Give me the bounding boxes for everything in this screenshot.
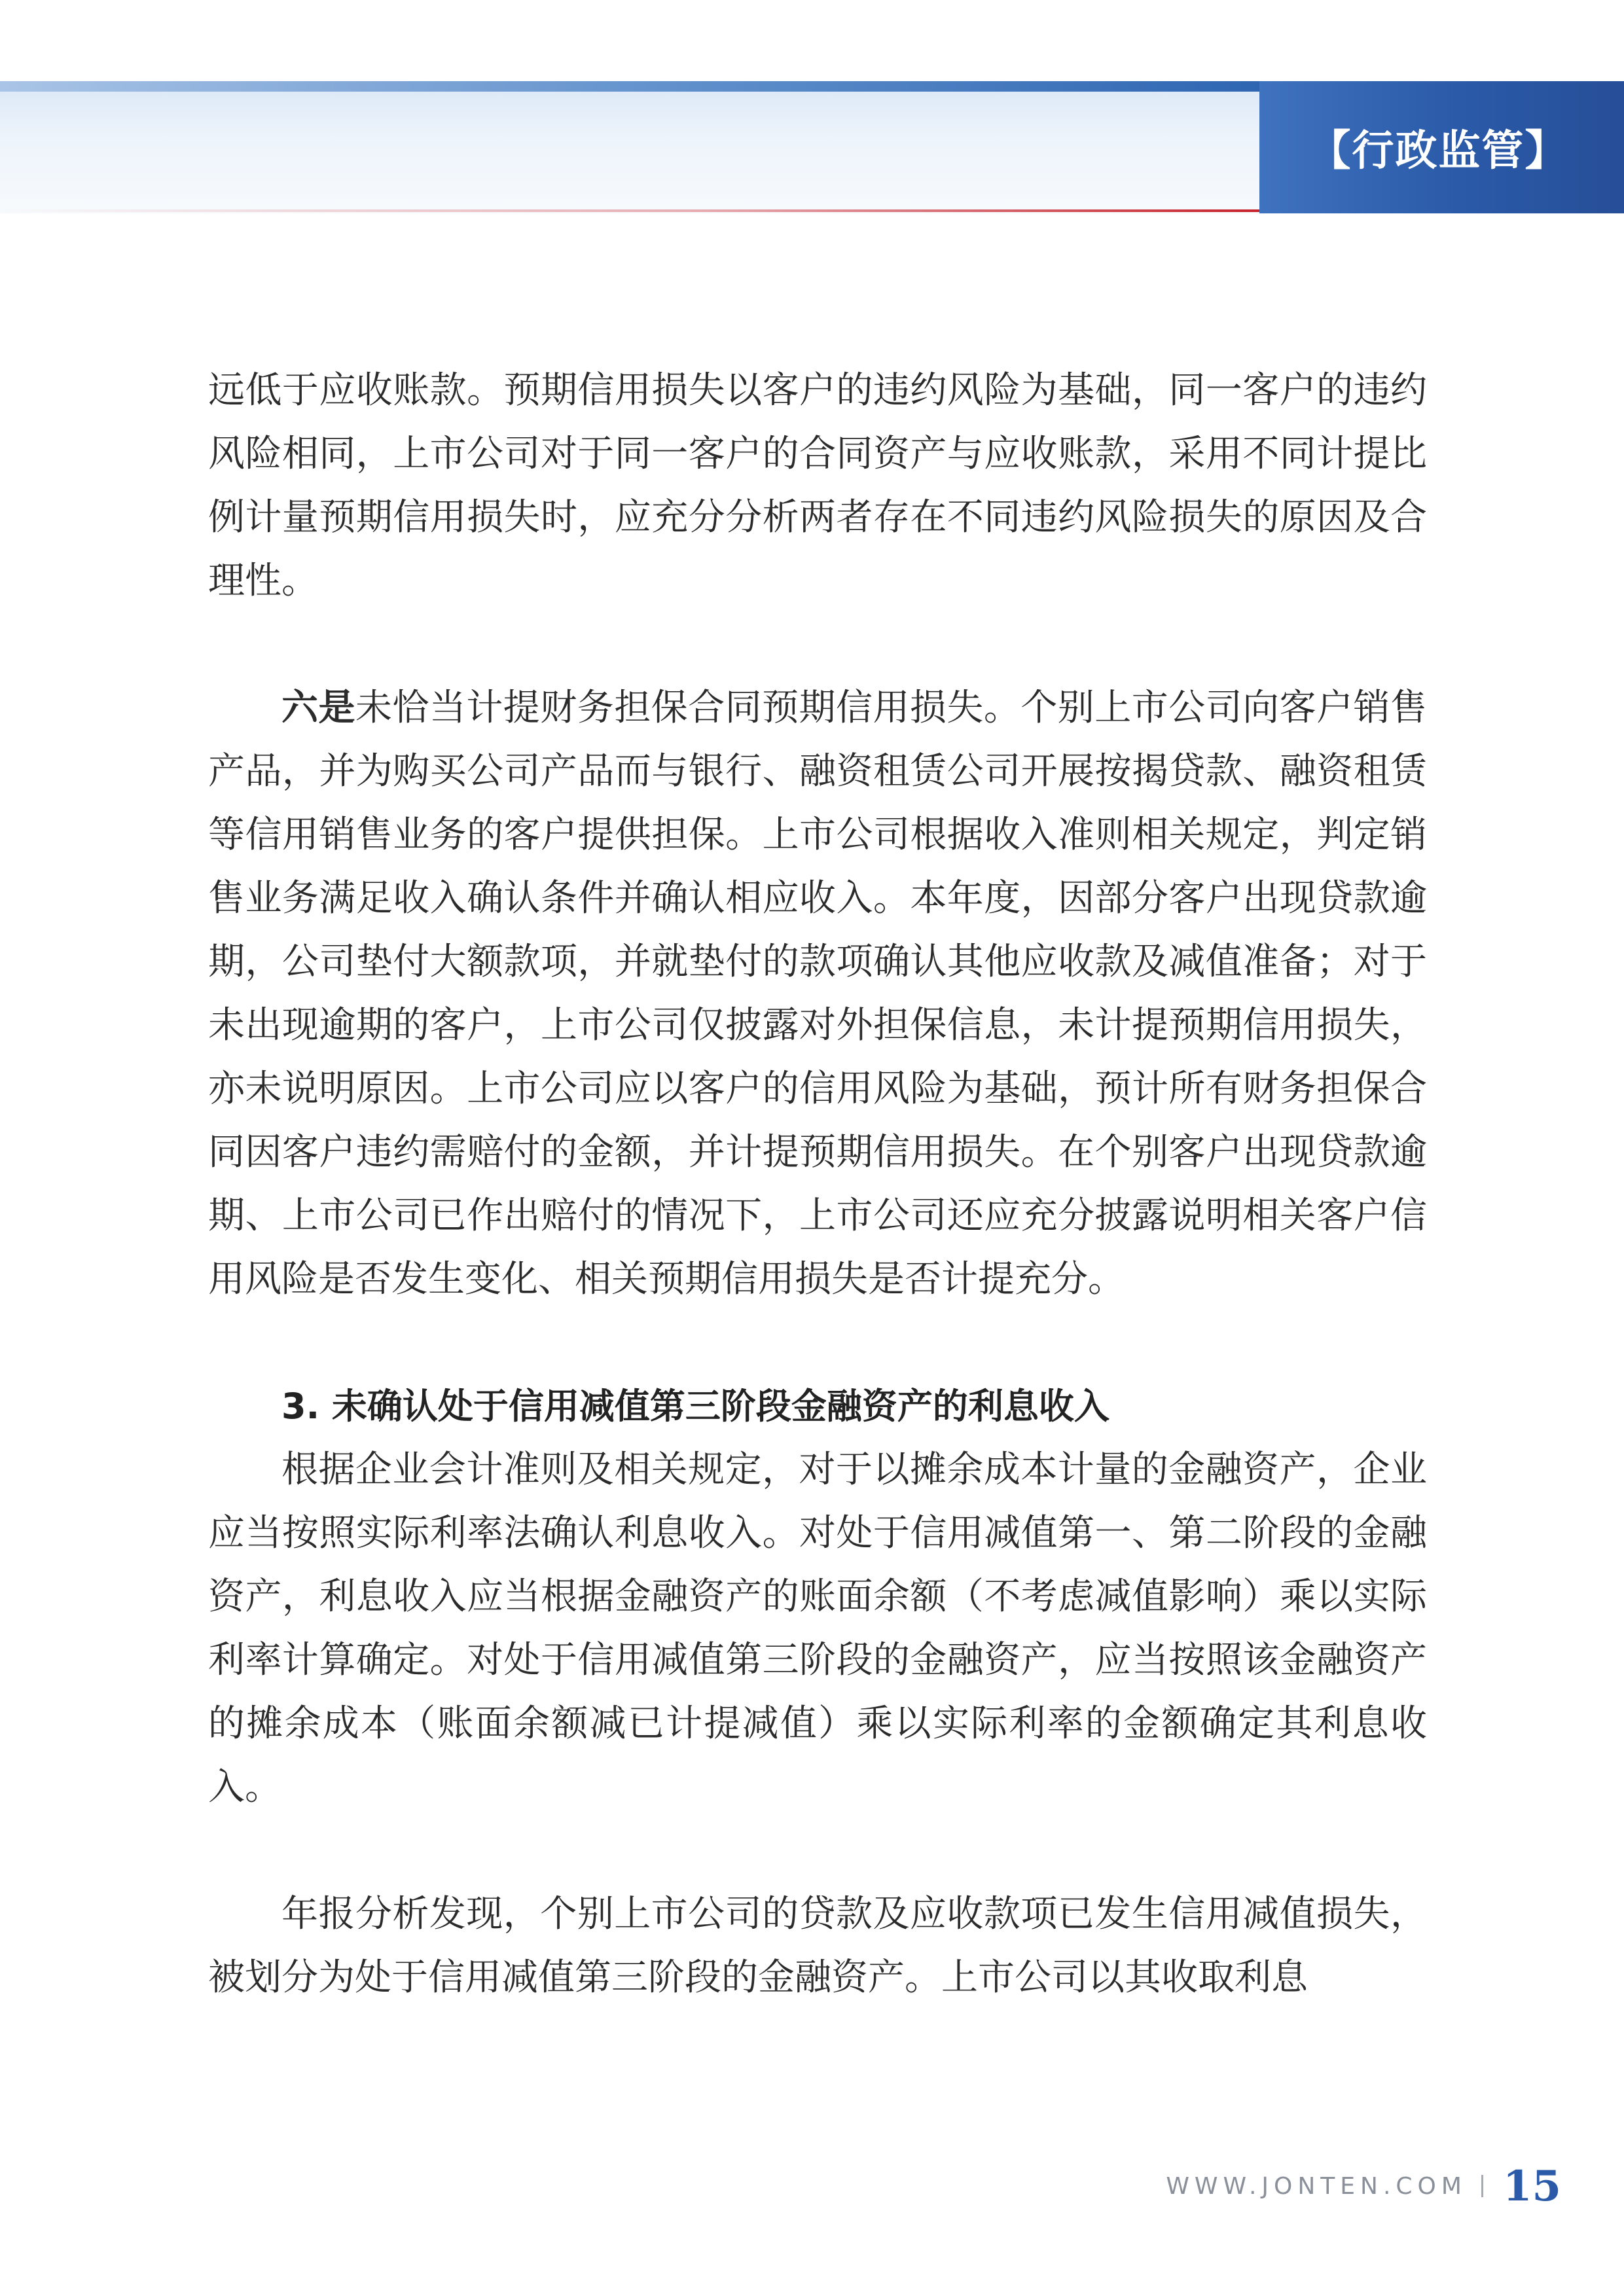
footer-url: WWW.JONTEN.COM xyxy=(1166,2172,1467,2200)
paragraph-gap xyxy=(208,1819,1427,1882)
section-label: 【行政监管】 xyxy=(1308,127,1568,175)
paragraph-continued: 远低于应收账款。预期信用损失以客户的违约风险为基础，同一客户的违约风险相同，上市公司对于同一客户的合同资产与应收账款，采用不同计提比例计量预期信用损失时，应充分分析两者存在不同违约风险损失的原因及合理性。 xyxy=(208,369,1427,602)
paragraph-point-six xyxy=(208,676,1427,1311)
paragraph-gap xyxy=(208,1311,1427,1374)
article-body xyxy=(208,359,1427,2009)
section-tab xyxy=(1259,81,1624,213)
section-heading-3: 3. 未确认处于信用减值第三阶段金融资产的利息收入 xyxy=(281,1386,1110,1427)
page-footer xyxy=(1166,2160,1561,2212)
header-band xyxy=(0,81,1259,213)
header-top-line xyxy=(0,81,1259,92)
paragraph-text: 未恰当计提财务担保合同预期信用损失。个别上市公司向客户销售产品，并为购买公司产品而与银行、融资租赁公司开展按揭贷款、融资租赁等信用销售业务的客户提供担保。上市公司根据收入准则相关规定，判定销售业务满足收入确认条件并确认相应收入。本年度，因部分客户出现贷款逾期，公司垫付大额款项，并就垫付的款项确认其他应收款及减值准备；对于未出现逾期的客户，上市公司仅披露对外担保信息，未计提预期信用损失，亦未说明原因。上市公司应以客户的信用风险为基础，预计所有财务担保合同因客户违约需赔付的金额，并计提预期信用损失。在个别客户出现贷款逾期、上市公司已作出赔付的情况下，上市公司还应充分披露说明相关客户信用风险是否发生变化、相关预期信用损失是否计提充分。 xyxy=(208,687,1428,1300)
footer-divider xyxy=(1481,2175,1483,2197)
header-accent-line xyxy=(0,209,1259,212)
paragraph-lead: 六是 xyxy=(281,687,355,729)
paragraph-gap xyxy=(208,613,1427,676)
paragraph-analysis: 年报分析发现，个别上市公司的贷款及应收款项已发生信用减值损失，被划分为处于信用减值第三阶段的金融资产。上市公司以其收取利息 xyxy=(208,1893,1427,1999)
paragraph-accounting-rule: 根据企业会计准则及相关规定，对于以摊余成本计量的金融资产，企业应当按照实际利率法确认利息收入。对处于信用减值第一、第二阶段的金融资产，利息收入应当根据金融资产的账面余额（不考虑减值影响）乘以实际利率计算确定。对处于信用减值第三阶段的金融资产，应当按照该金融资产的摊余成本（账面余额减已计提减值）乘以实际利率的金额确定其利息收入。 xyxy=(208,1448,1427,1808)
page-number: 15 xyxy=(1502,2161,1561,2211)
